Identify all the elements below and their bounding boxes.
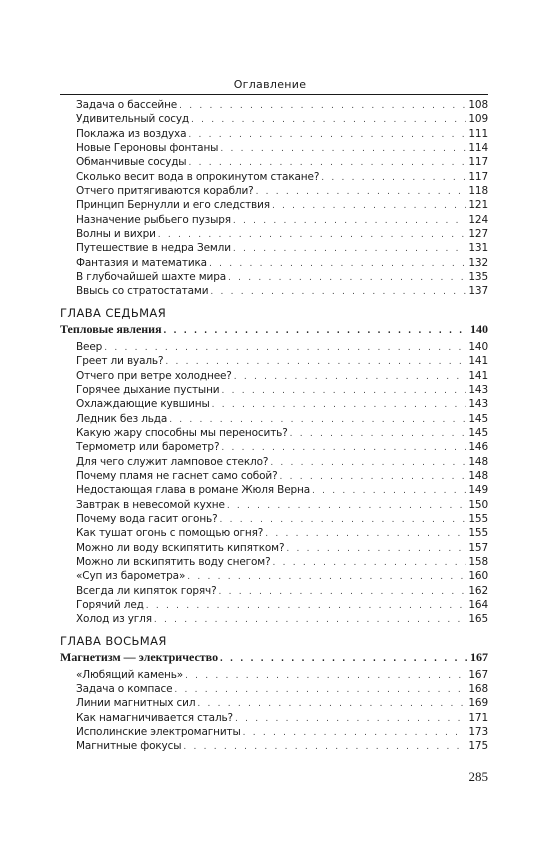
entry-title: В глубочайшей шахте мира	[76, 271, 226, 284]
dot-leader	[185, 669, 466, 683]
entry-title: «Суп из барометра»	[76, 570, 186, 583]
dot-leader	[197, 697, 466, 711]
toc-entry	[60, 668, 488, 682]
entry-page-number: 155	[468, 512, 488, 525]
entry-title: Почему пламя не гаснет само собой?	[76, 469, 278, 482]
entry-page-number: 143	[468, 383, 488, 396]
toc-entry	[60, 256, 488, 270]
dot-leader	[188, 156, 466, 170]
entry-title: Задача о компасе	[76, 683, 173, 696]
entry-title: Назначение рыбьего пузыря	[76, 213, 231, 226]
toc-entry	[60, 198, 488, 212]
entry-title: Ввысь со стратостатами	[76, 285, 209, 298]
entry-page-number: 148	[468, 455, 488, 468]
dot-leader	[104, 341, 466, 355]
dot-leader	[158, 228, 467, 242]
toc-entry	[60, 711, 488, 725]
toc-entry	[60, 426, 488, 440]
toc-entry	[60, 682, 488, 696]
toc-entry	[60, 483, 488, 497]
dot-leader	[188, 128, 466, 142]
toc-entry	[60, 184, 488, 198]
toc-entry	[60, 541, 488, 555]
toc-entry	[60, 526, 488, 540]
entry-page-number: 141	[468, 355, 488, 368]
entry-title: Исполинские электромагниты	[76, 726, 241, 739]
entry-page-number: 146	[468, 441, 488, 454]
dot-leader	[265, 527, 466, 541]
dot-leader	[219, 585, 467, 599]
dot-leader	[154, 613, 467, 627]
entry-title: Магнитные фокусы	[76, 740, 182, 753]
toc-entry	[60, 739, 488, 753]
dot-leader	[227, 499, 467, 513]
entry-title: Отчего притягиваются корабли?	[76, 185, 254, 198]
toc-entry	[60, 512, 488, 526]
toc-entry	[60, 696, 488, 710]
entry-page-number: 131	[468, 242, 488, 255]
entry-title: Веер	[76, 340, 103, 353]
entry-title: Завтрак в невесомой кухне	[76, 498, 225, 511]
toc-entry	[60, 227, 488, 241]
entry-title: Путешествие в недра Земли	[76, 242, 231, 255]
entry-page-number: 140	[468, 340, 488, 353]
toc-entry	[60, 170, 488, 184]
entry-title: Греет ли вуаль?	[76, 355, 164, 368]
entry-title: Волны и вихри	[76, 228, 156, 241]
entry-title: Термометр или барометр?	[76, 441, 220, 454]
entry-page-number: 145	[468, 426, 488, 439]
dot-leader	[228, 271, 466, 285]
toc-entry	[60, 383, 488, 397]
entry-title: Магнетизм — электричество	[60, 649, 219, 664]
dot-leader	[209, 257, 466, 271]
chapter-label: ГЛАВА СЕДЬМАЯ	[60, 305, 167, 320]
entry-page-number: 160	[468, 570, 488, 583]
entry-page-number: 143	[468, 398, 488, 411]
entry-page-number: 157	[468, 541, 488, 554]
chapter-spacer	[60, 299, 488, 306]
entry-title: Новые Героновы фонтаны	[76, 142, 219, 155]
entry-page-number: 118	[468, 185, 488, 198]
toc-entry	[60, 112, 488, 126]
toc-entry	[60, 469, 488, 483]
entry-page-number: 137	[468, 285, 488, 298]
chapter-title-entry	[60, 649, 488, 666]
dot-leader	[179, 99, 466, 113]
page-number: 285	[468, 769, 488, 784]
toc-entry	[60, 354, 488, 368]
entry-page-number: 124	[468, 213, 488, 226]
dot-leader	[221, 384, 466, 398]
entry-title: Сколько весит вода в опрокинутом стакане?	[76, 170, 320, 183]
entry-title: Горячий лед	[76, 599, 144, 611]
entry-page-number: 140	[470, 321, 488, 336]
entry-page-number: 127	[468, 228, 488, 241]
entry-page-number: 121	[468, 199, 488, 212]
dot-leader	[270, 456, 466, 470]
entry-title: Задача о бассейне	[76, 99, 178, 111]
dot-leader	[290, 427, 467, 441]
entry-page-number: 141	[468, 369, 488, 382]
dot-leader	[280, 470, 467, 484]
entry-title: Удивительный сосуд	[76, 113, 190, 126]
entry-title: Поклажа из воздуха	[76, 127, 187, 140]
toc-entry	[60, 412, 488, 426]
entry-page-number: 173	[468, 726, 488, 739]
toc-entry	[60, 340, 488, 354]
chapter-label: ГЛАВА ВОСЬМАЯ	[60, 633, 167, 648]
entry-page-number: 145	[468, 412, 488, 425]
entry-page-number: 109	[468, 113, 488, 126]
toc-entry	[60, 584, 488, 598]
dot-leader	[272, 199, 466, 213]
entry-page-number: 135	[468, 271, 488, 284]
entry-title: Можно ли вскипятить воду снегом?	[76, 555, 271, 568]
entry-title: Охлаждающие кувшины	[76, 398, 210, 411]
entry-title: Недостающая глава в романе Жюля Верна	[76, 484, 311, 497]
dot-leader	[233, 214, 467, 228]
toc-entry	[60, 569, 488, 583]
entry-title: Принцип Бернулли и его следствия	[76, 199, 270, 212]
dot-leader	[234, 370, 467, 384]
chapter-spacer	[60, 627, 488, 634]
entry-page-number: 155	[468, 527, 488, 540]
dot-leader	[165, 355, 466, 369]
entry-page-number: 111	[468, 127, 488, 140]
entry-page-number: 148	[468, 469, 488, 482]
dot-leader	[183, 740, 466, 754]
dot-leader	[191, 113, 466, 127]
entry-page-number: 169	[468, 697, 488, 710]
toc-entry	[60, 555, 488, 569]
toc-entry	[60, 213, 488, 227]
table-of-contents	[60, 98, 488, 754]
toc-entry	[60, 498, 488, 512]
entry-title: Можно ли воду вскипятить кипятком?	[76, 541, 285, 554]
entry-title: Фантазия и математика	[76, 256, 207, 269]
dot-leader	[256, 185, 467, 199]
entry-title: «Любящий камень»	[76, 668, 184, 681]
entry-page-number: 175	[468, 740, 488, 753]
toc-entry	[60, 284, 488, 298]
entry-title: Холод из угля	[76, 613, 152, 626]
entry-page-number: 164	[468, 599, 488, 611]
dot-leader	[220, 650, 468, 667]
dot-leader	[321, 171, 466, 185]
dot-leader	[220, 142, 466, 156]
running-head: Оглавление	[233, 78, 307, 91]
dot-leader	[212, 398, 467, 412]
dot-leader	[235, 712, 466, 726]
entry-title: Горячее дыхание пустыни	[76, 383, 220, 396]
toc-entry	[60, 369, 488, 383]
dot-leader	[220, 513, 467, 527]
entry-page-number: 117	[468, 156, 488, 169]
entry-page-number: 167	[468, 668, 488, 681]
dot-leader	[273, 556, 467, 570]
chapter-title-entry	[60, 321, 488, 338]
entry-page-number: 117	[468, 170, 488, 183]
toc-entry	[60, 440, 488, 454]
entry-page-number: 132	[468, 256, 488, 269]
entry-page-number: 162	[468, 584, 488, 597]
entry-title: Как намагничивается сталь?	[76, 711, 233, 724]
dot-leader	[233, 242, 467, 256]
entry-title: Линии магнитных сил	[76, 697, 196, 710]
entry-page-number: 114	[468, 142, 488, 155]
entry-title: Отчего при ветре холоднее?	[76, 369, 232, 382]
entry-title: Какую жару способны мы переносить?	[76, 426, 288, 439]
toc-entry	[60, 270, 488, 284]
header-rule	[60, 94, 488, 95]
entry-page-number: 168	[468, 683, 488, 696]
dot-leader	[174, 683, 466, 697]
toc-entry	[60, 155, 488, 169]
toc-entry	[60, 141, 488, 155]
toc-entry	[60, 455, 488, 469]
entry-title: Как тушат огонь с помощью огня?	[76, 527, 264, 540]
toc-entry	[60, 725, 488, 739]
dot-leader	[210, 285, 466, 299]
dot-leader	[243, 726, 467, 740]
entry-title: Почему вода гасит огонь?	[76, 512, 218, 525]
dot-leader	[221, 441, 466, 455]
dot-leader	[286, 542, 466, 556]
entry-page-number: 108	[468, 99, 488, 111]
entry-page-number: 150	[468, 498, 488, 511]
toc-entry	[60, 612, 488, 626]
entry-page-number: 171	[468, 711, 488, 724]
toc-entry	[60, 397, 488, 411]
dot-leader	[164, 322, 468, 339]
toc-entry	[60, 598, 488, 612]
toc-entry	[60, 98, 488, 112]
toc-entry	[60, 127, 488, 141]
entry-page-number: 165	[468, 613, 488, 626]
entry-title: Обманчивые сосуды	[76, 156, 187, 169]
dot-leader	[169, 413, 466, 427]
entry-title: Тепловые явления	[60, 321, 162, 336]
entry-title: Для чего служит ламповое стекло?	[76, 455, 269, 468]
entry-page-number: 167	[470, 649, 488, 664]
toc-entry	[60, 241, 488, 255]
entry-title: Всегда ли кипяток горяч?	[76, 584, 217, 597]
entry-page-number: 158	[468, 555, 488, 568]
entry-title: Ледник без льда	[76, 412, 168, 425]
entry-page-number: 149	[468, 484, 488, 497]
dot-leader	[146, 599, 467, 613]
dot-leader	[187, 570, 466, 584]
dot-leader	[312, 484, 466, 498]
